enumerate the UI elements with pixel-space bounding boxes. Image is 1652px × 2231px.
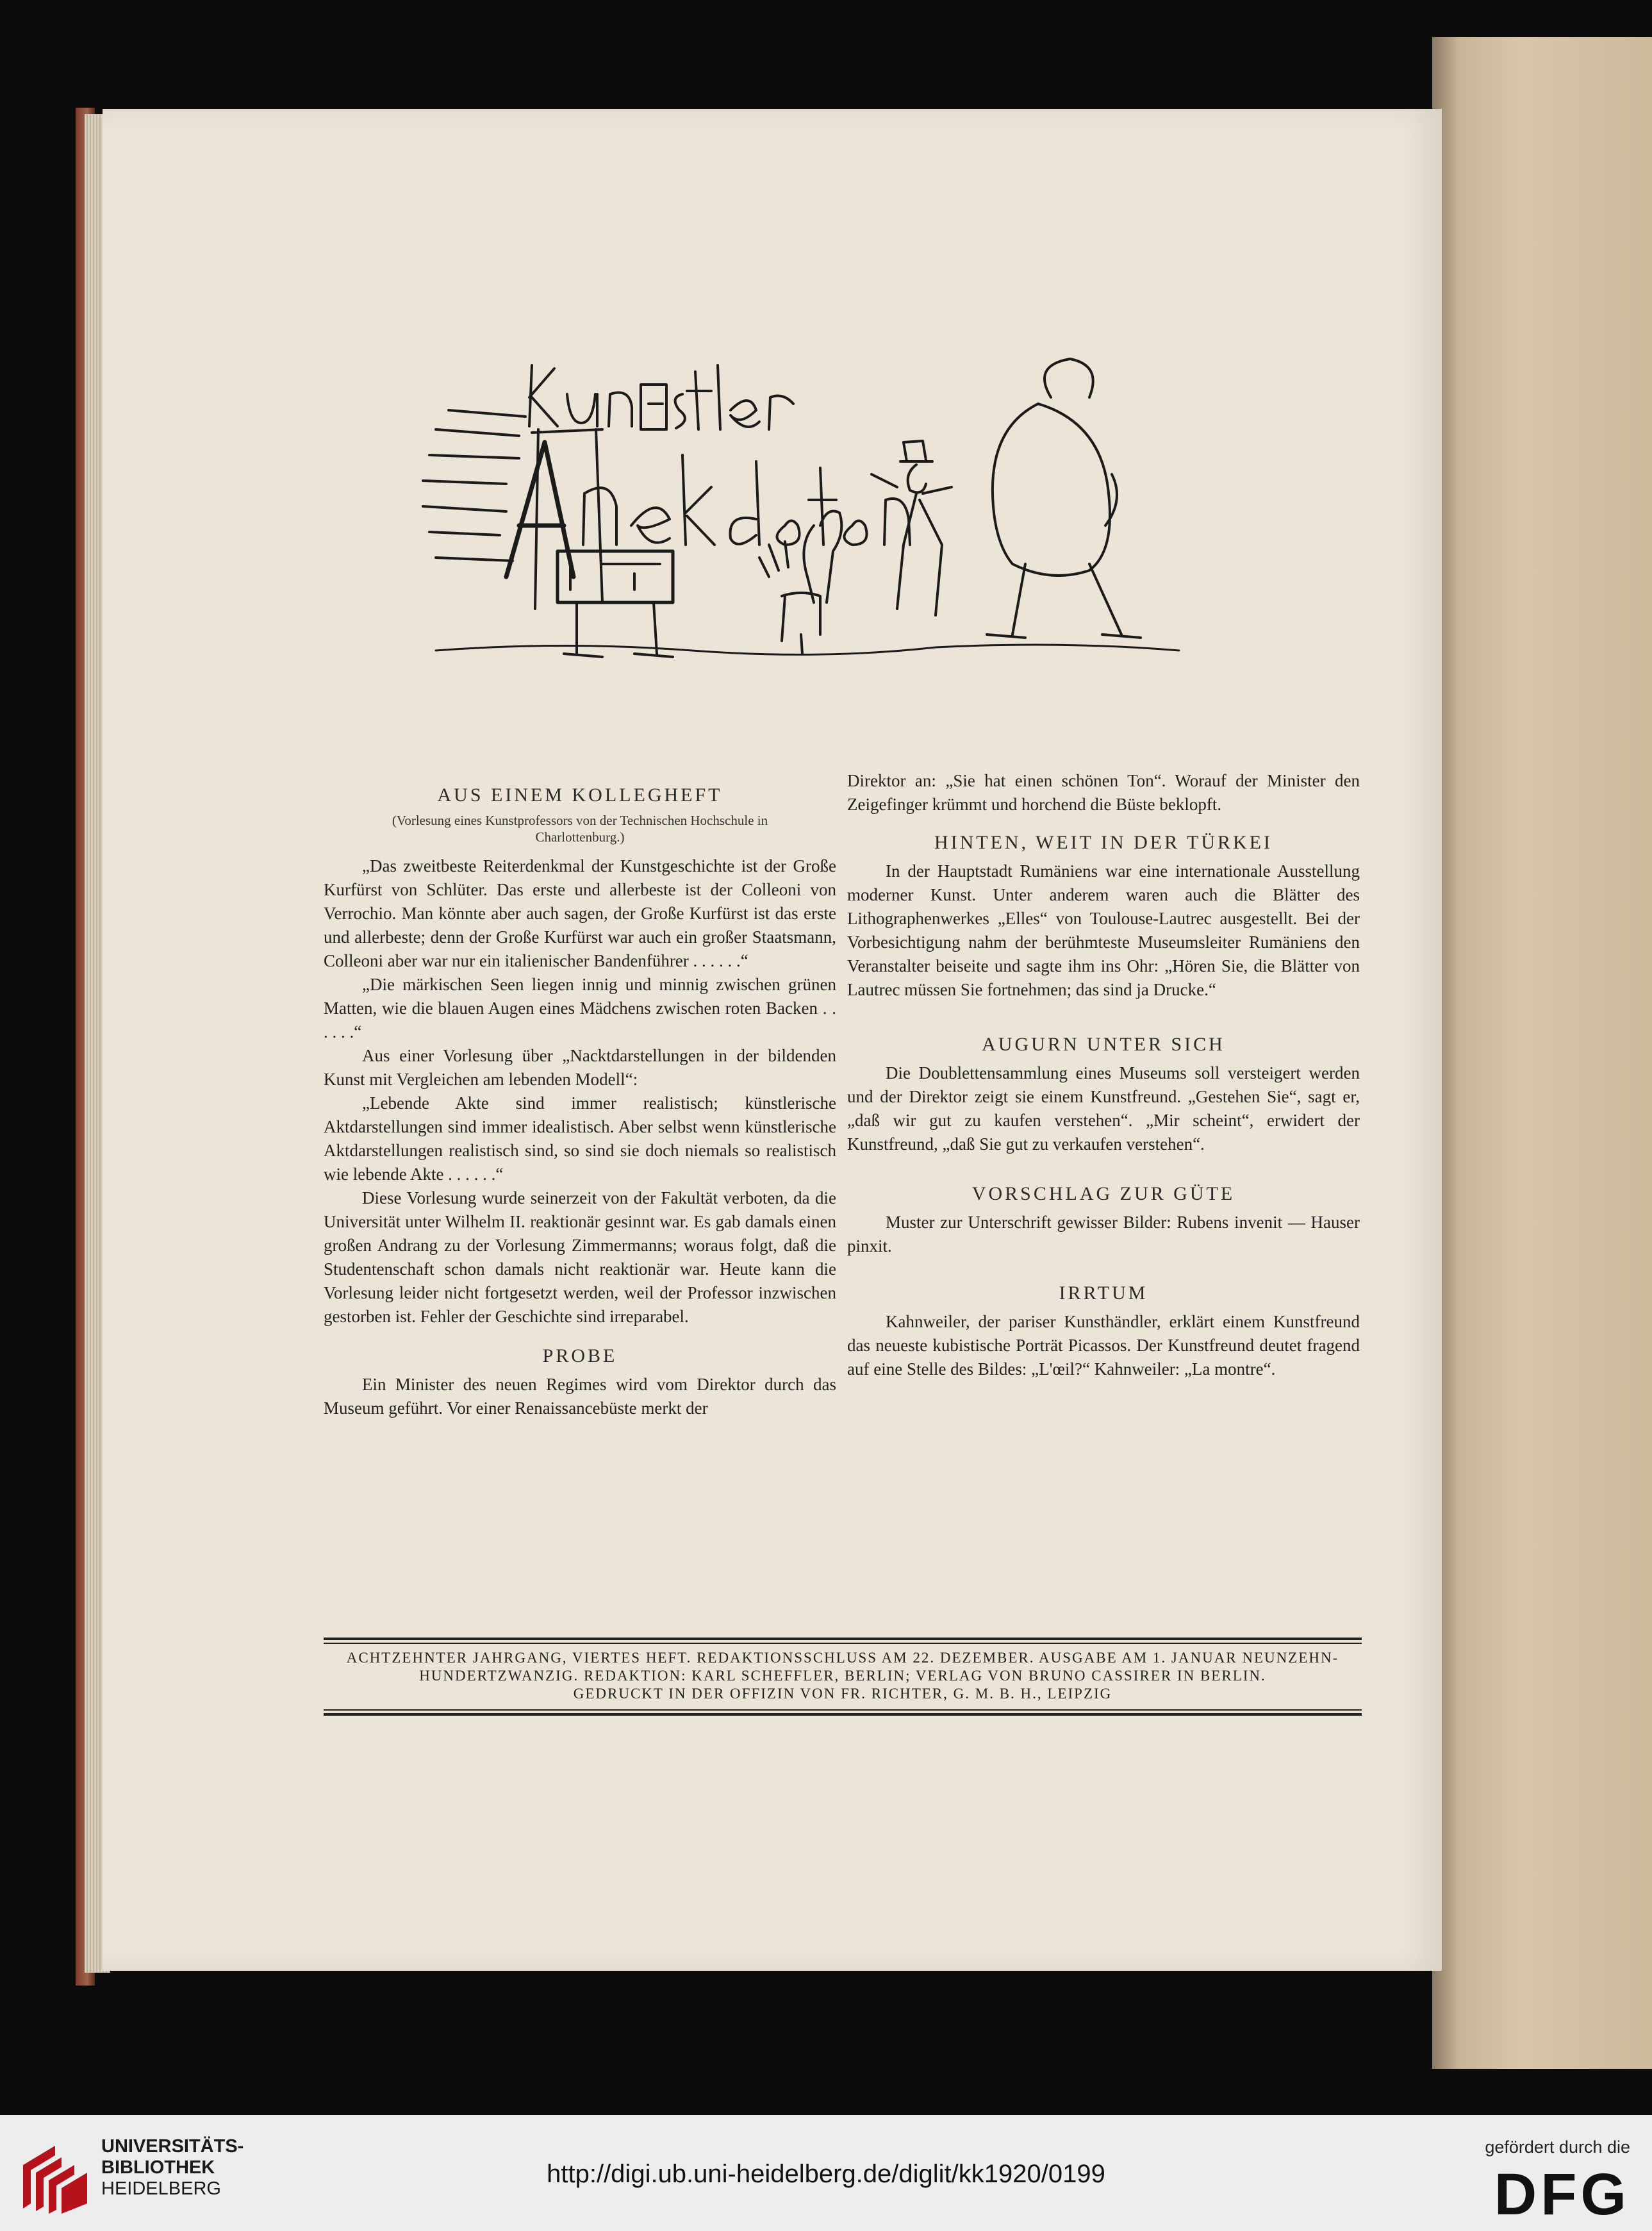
dfg-logo[interactable]: DFG xyxy=(1494,2162,1630,2227)
right-column xyxy=(847,769,1360,1381)
colophon xyxy=(324,1638,1362,1718)
paragraph: Die Doublettensammlung eines Museums soll versteigert werden und der Direktor zeigt sie einem Kunstfreund. „Gestehen Sie“, sagt er, „daß wir gut zu kaufen verstehen“. „Mir scheint“, erwidert der Kunstfreund, „daß Sie gut zu verkaufen verstehen“. xyxy=(847,1063,1360,1154)
colophon-rule-bottom xyxy=(324,1713,1362,1716)
paragraph: Muster zur Unterschrift gewisser Bilder: Rubens invenit — Hauser pinxit. xyxy=(847,1213,1360,1256)
paragraph: Direktor an: „Sie hat einen schönen Ton“. Worauf der Minister den Zeigefinger krümmt und horchend die Büste beklopft. xyxy=(847,771,1360,814)
left-column xyxy=(324,775,836,1420)
library-name-line: UNIVERSITÄTS- xyxy=(101,2136,244,2157)
lecture-subnote: (Vorlesung eines Kunstprofessors von der Technischen Hochschule in Charlottenburg.) xyxy=(392,813,768,845)
heading-augurn-unter-sich: AUGURN UNTER SICH xyxy=(982,1034,1225,1055)
paragraph: Diese Vorlesung wurde seinerzeit von der Fakultät verboten, da die Universität unter Wilhelm II. reaktionär gesinnt war. Es gab damals einen großen Andrang zu der Vorlesung Zimmermanns; woraus folgt, daß die Studentenschaft schon damals nicht reaktionär war. Heute kann die Vorlesung leider nicht fortgesetzt werden, weil der Professor inzwischen gestorben ist. Fehler der Geschichte sind irreparabel. xyxy=(324,1188,836,1326)
facing-page-edge xyxy=(1432,37,1652,2069)
heading-hinten-weit-in-der-tuerkei: HINTEN, WEIT IN DER TÜRKEI xyxy=(934,832,1273,853)
paragraph: „Die märkischen Seen liegen innig und minnig zwischen grünen Matten, wie die blauen Augen eines Mädchens zwischen roten Backen . . . . . .“ xyxy=(324,975,836,1041)
colophon-rule-top xyxy=(324,1638,1362,1640)
paragraph: Kahnweiler, der pariser Kunsthändler, erklärt einem Kunstfreund das neueste kubistische Porträt Picassos. Der Kunstfreund deutet fragend auf eine Stelle des Bildes: „L'œil?“ Kahnweiler: „La montre“. xyxy=(847,1312,1360,1379)
paragraph: Ein Minister des neuen Regimes wird vom Direktor durch das Museum geführt. Vor einer Renaissancebüste merkt der xyxy=(324,1375,836,1418)
colophon-text xyxy=(324,1644,1362,1709)
heading-aus-einem-kollegheft: AUS EINEM KOLLEGHEFT xyxy=(437,784,723,806)
colophon-rule-bottom-thin xyxy=(324,1709,1362,1711)
heading-probe: PROBE xyxy=(542,1345,618,1366)
paragraph: Aus einer Vorlesung über „Nacktdarstellungen in der bildenden Kunst mit Vergleichen am lebenden Modell“: xyxy=(324,1046,836,1089)
funding-caption: gefördert durch die xyxy=(1485,2137,1630,2157)
library-name-line: BIBLIOTHEK xyxy=(101,2157,215,2178)
paragraph: „Lebende Akte sind immer realistisch; künstlerische Aktdarstellungen sind immer idealistisch. Aber selbst wenn künstlerische Aktdarstellungen realistisch sind, so sind sie doch niemals so realistisch wie lebende Akte . . . . . .“ xyxy=(324,1093,836,1184)
colophon-line: GEDRUCKT IN DER OFFIZIN VON FR. RICHTER, G. M. B. H., LEIPZIG xyxy=(573,1686,1112,1702)
library-name-line: HEIDELBERG xyxy=(101,2178,221,2199)
colophon-line: ACHTZEHNTER JAHRGANG, VIERTES HEFT. REDAKTIONSSCHLUSS AM 22. DEZEMBER. AUSGABE AM 1. JANUAR NEUNZEHN- xyxy=(346,1650,1339,1666)
paragraph: „Das zweitbeste Reiterdenkmal der Kunstgeschichte ist der Große Kurfürst von Schlüter. Das erste und allerbeste ist der Colleoni von Verrochio. Man könnte aber auch sagen, der Große Kurfürst ist das erste und allerbeste; denn der Große Kurfürst war auch ein großer Staatsmann, Colleoni aber war nur ein italienischer Bandenführer . . . . . .“ xyxy=(324,856,836,970)
digitization-url-link[interactable]: http://digi.ub.uni-heidelberg.de/diglit/kk1920/0199 xyxy=(547,2160,1105,2188)
paragraph: In der Hauptstadt Rumäniens war eine internationale Ausstellung moderner Kunst. Unter anderem waren auch die Blätter des Lithographenwerkes „Elles“ von Toulouse-Lautrec ausgestellt. Bei der Vorbesichtigung nahm der berühmteste Museumsleiter Rumäniens den Veranstalter beiseite und sagte ihm ins Ohr: „Hören Sie, die Blätter von Lautrec müssen Sie fortnehmen; das sind ja Drucke.“ xyxy=(847,861,1360,999)
title-illustration xyxy=(410,333,1294,692)
colophon-line: HUNDERTZWANZIG. REDAKTION: KARL SCHEFFLER, BERLIN; VERLAG VON BRUNO CASSIRER IN BERLIN. xyxy=(419,1668,1266,1684)
heading-vorschlag-zur-guete: VORSCHLAG ZUR GÜTE xyxy=(971,1183,1235,1204)
heading-irrtum: IRRTUM xyxy=(1059,1282,1148,1304)
